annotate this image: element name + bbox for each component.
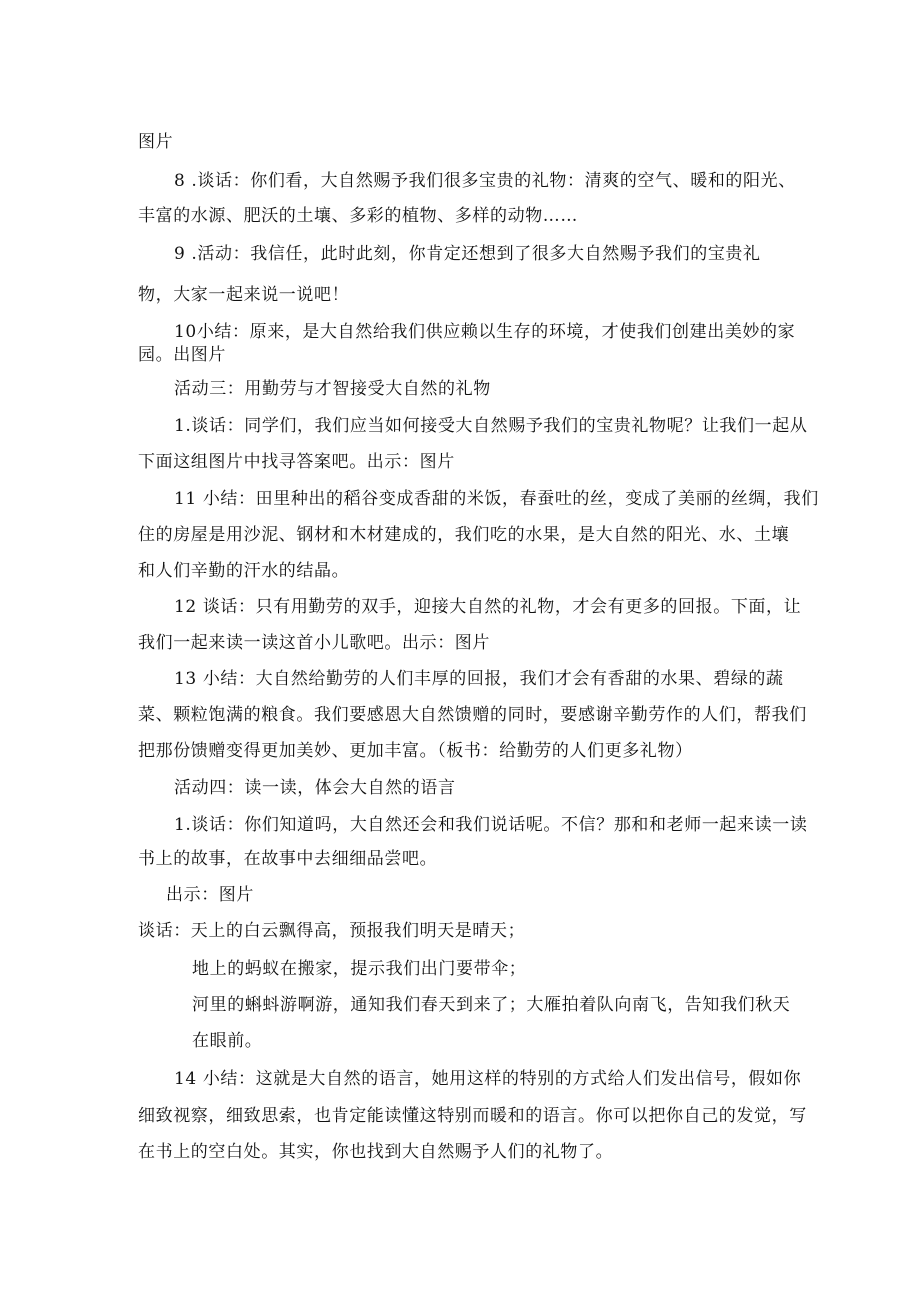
- text-line: 细致视察，细致思索，也肯定能读懂这特别而暖和的语言。你可以把你自己的发觉，写: [138, 1106, 807, 1126]
- text-line: 下面这组图片中找寻答案吧。出示：图片: [138, 452, 455, 472]
- text-line: 丰富的水源、肥沃的土壤、多彩的植物、多样的动物……: [138, 206, 578, 226]
- text-line: 物，大家一起来说一说吧！: [138, 285, 350, 305]
- text-line: 在书上的空白处。其实，你也找到大自然赐予人们的礼物了。: [138, 1142, 614, 1162]
- text-line: 在眼前。: [192, 1031, 263, 1051]
- text-line: 我们一起来读一读这首小儿歌吧。出示：图片: [138, 633, 490, 653]
- text-line: 河里的蝌蚪游啊游，通知我们春天到来了；大雁拍着队向南飞，告知我们秋天: [192, 995, 791, 1015]
- text-line: 9 .活动：我信任，此时此刻，你肯定还想到了很多大自然赐予我们的宝贵礼: [174, 244, 761, 264]
- text-line: 和人们辛勤的汗水的结晶。: [138, 561, 350, 581]
- text-line: 书上的故事，在故事中去细细品尝吧。: [138, 849, 438, 869]
- text-line: 11 小结：田里种出的稻谷变成香甜的米饭，春蚕吐的丝，变成了美丽的丝绸，我们: [174, 489, 819, 509]
- text-line: 住的房屋是用沙泥、钢材和木材建成的，我们吃的水果，是大自然的阳光、水、土壤: [138, 525, 790, 545]
- text-line: 园。出图片: [138, 345, 226, 365]
- text-line: 1.谈话：同学们，我们应当如何接受大自然赐予我们的宝贵礼物呢？让我们一起从: [174, 416, 808, 436]
- text-line: 12 谈话：只有用勤劳的双手，迎接大自然的礼物，才会有更多的回报。下面，让: [174, 597, 802, 617]
- section-heading: 活动四：读一读，体会大自然的语言: [174, 778, 456, 798]
- text-line: 13 小结：大自然给勤劳的人们丰厚的回报，我们才会有香甜的水果、碧绿的蔬: [174, 669, 784, 689]
- text-line: 谈话：天上的白云飘得高，预报我们明天是晴天；: [138, 921, 526, 941]
- text-line: 8 .谈话：你们看，大自然赐予我们很多宝贵的礼物：清爽的空气、暖和的阳光、: [174, 171, 796, 191]
- text-line: 10小结：原来，是大自然给我们供应赖以生存的环境，才使我们创建出美妙的家: [174, 322, 796, 342]
- text-line: 14 小结：这就是大自然的语言，她用这样的特别的方式给人们发出信号，假如你: [174, 1069, 802, 1089]
- text-line: 把那份馈赠变得更加美妙、更加丰富。（板书：给勤劳的人们更多礼物）: [138, 741, 693, 761]
- section-heading: 活动三：用勤劳与才智接受大自然的礼物: [174, 379, 491, 399]
- text-line: 地上的蚂蚁在搬家，提示我们出门要带伞；: [192, 959, 527, 979]
- text-line: 图片: [138, 132, 174, 152]
- text-line: 菜、颗粒饱满的粮食。我们要感恩大自然馈赠的同时，要感谢辛勤劳作的人们，帮我们: [138, 705, 807, 725]
- text-line: 1.谈话：你们知道吗，大自然还会和我们说话呢。不信？那和和老师一起来读一读: [174, 815, 808, 835]
- text-line: 出示：图片: [166, 885, 254, 905]
